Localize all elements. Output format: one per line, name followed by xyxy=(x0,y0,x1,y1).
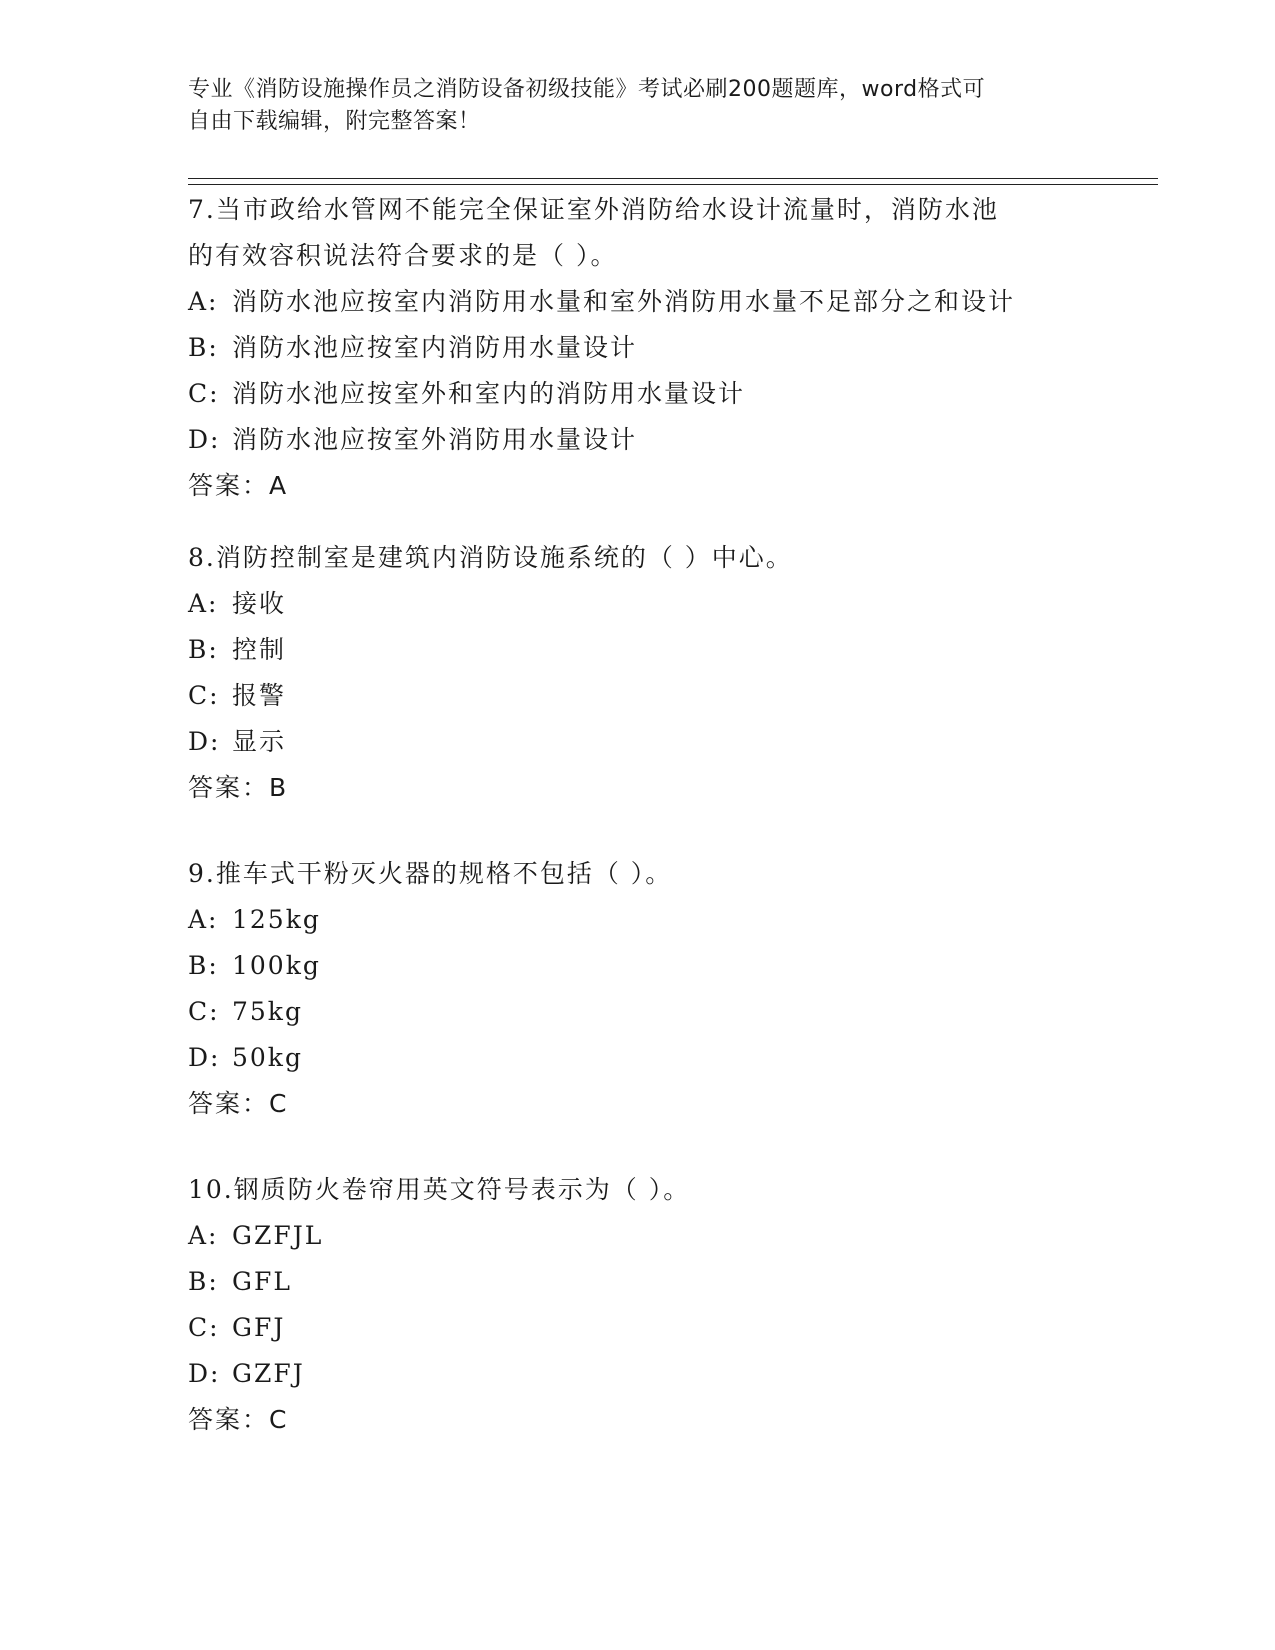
option-letter: A: xyxy=(188,905,219,934)
option-text: 消防水池应按室外和室内的消防用水量设计 xyxy=(232,379,746,408)
option-text: GFJ xyxy=(232,1313,286,1342)
option-d xyxy=(188,1035,1088,1081)
option-letter: D: xyxy=(188,1359,221,1388)
header-line: 专业《消防设施操作员之消防设备初级技能》考试必刷200题题库，word格式可 xyxy=(188,77,986,102)
option-letter: C: xyxy=(188,1313,220,1342)
option-text: GZFJL xyxy=(232,1221,324,1250)
answer-line: 答案：A xyxy=(188,471,289,500)
option-a xyxy=(188,1213,1088,1259)
option-text: GZFJ xyxy=(232,1359,305,1388)
header-line: 自由下载编辑，附完整答案！ xyxy=(188,109,481,134)
question-text: 9.推车式干粉灭火器的规格不包括（ ）。 xyxy=(188,859,673,888)
option-b xyxy=(188,1259,1088,1305)
header-divider xyxy=(188,184,1158,185)
question-10 xyxy=(188,1167,1088,1443)
question-text: 的有效容积说法符合要求的是（ ）。 xyxy=(188,241,618,270)
option-c xyxy=(188,371,1088,417)
option-text: 消防水池应按室内消防用水量设计 xyxy=(232,333,638,362)
option-letter: B: xyxy=(188,1267,219,1296)
option-c xyxy=(188,673,1088,719)
answer-line: 答案：C xyxy=(188,1405,289,1434)
document-header xyxy=(188,74,1088,138)
option-text: 50kg xyxy=(232,1043,303,1072)
option-b xyxy=(188,943,1088,989)
answer-line: 答案：C xyxy=(188,1089,289,1118)
option-text: 报警 xyxy=(232,681,287,710)
option-letter: B: xyxy=(188,635,219,664)
option-letter: B: xyxy=(188,951,219,980)
option-letter: A: xyxy=(188,1221,219,1250)
option-b xyxy=(188,325,1088,371)
option-letter: D: xyxy=(188,1043,221,1072)
question-text: 7.当市政给水管网不能完全保证室外消防给水设计流量时，消防水池 xyxy=(188,195,999,224)
option-a xyxy=(188,897,1088,943)
option-a xyxy=(188,581,1088,627)
option-letter: C: xyxy=(188,997,220,1026)
option-text: GFL xyxy=(232,1267,292,1296)
question-7 xyxy=(188,187,1088,509)
question-9 xyxy=(188,851,1088,1127)
option-letter: D: xyxy=(188,727,221,756)
option-b xyxy=(188,627,1088,673)
option-letter: A: xyxy=(188,287,219,316)
option-a xyxy=(188,279,1088,325)
option-text: 75kg xyxy=(232,997,303,1026)
question-text: 10.钢质防火卷帘用英文符号表示为（ ）。 xyxy=(188,1175,691,1204)
header-divider xyxy=(188,178,1158,179)
option-text: 125kg xyxy=(232,905,321,934)
option-text: 100kg xyxy=(232,951,321,980)
option-text: 控制 xyxy=(232,635,287,664)
option-letter: A: xyxy=(188,589,219,618)
answer-line: 答案：B xyxy=(188,773,289,802)
question-text: 8.消防控制室是建筑内消防设施系统的（ ）中心。 xyxy=(188,543,793,572)
option-c xyxy=(188,1305,1088,1351)
option-d xyxy=(188,719,1088,765)
option-letter: C: xyxy=(188,379,220,408)
option-text: 接收 xyxy=(232,589,287,618)
option-c xyxy=(188,989,1088,1035)
option-d xyxy=(188,1351,1088,1397)
option-text: 显示 xyxy=(232,727,287,756)
option-text: 消防水池应按室外消防用水量设计 xyxy=(232,425,638,454)
option-d xyxy=(188,417,1088,463)
option-letter: C: xyxy=(188,681,220,710)
option-letter: D: xyxy=(188,425,221,454)
option-letter: B: xyxy=(188,333,219,362)
option-text: 消防水池应按室内消防用水量和室外消防用水量不足部分之和设计 xyxy=(232,287,1016,316)
question-8 xyxy=(188,535,1088,811)
